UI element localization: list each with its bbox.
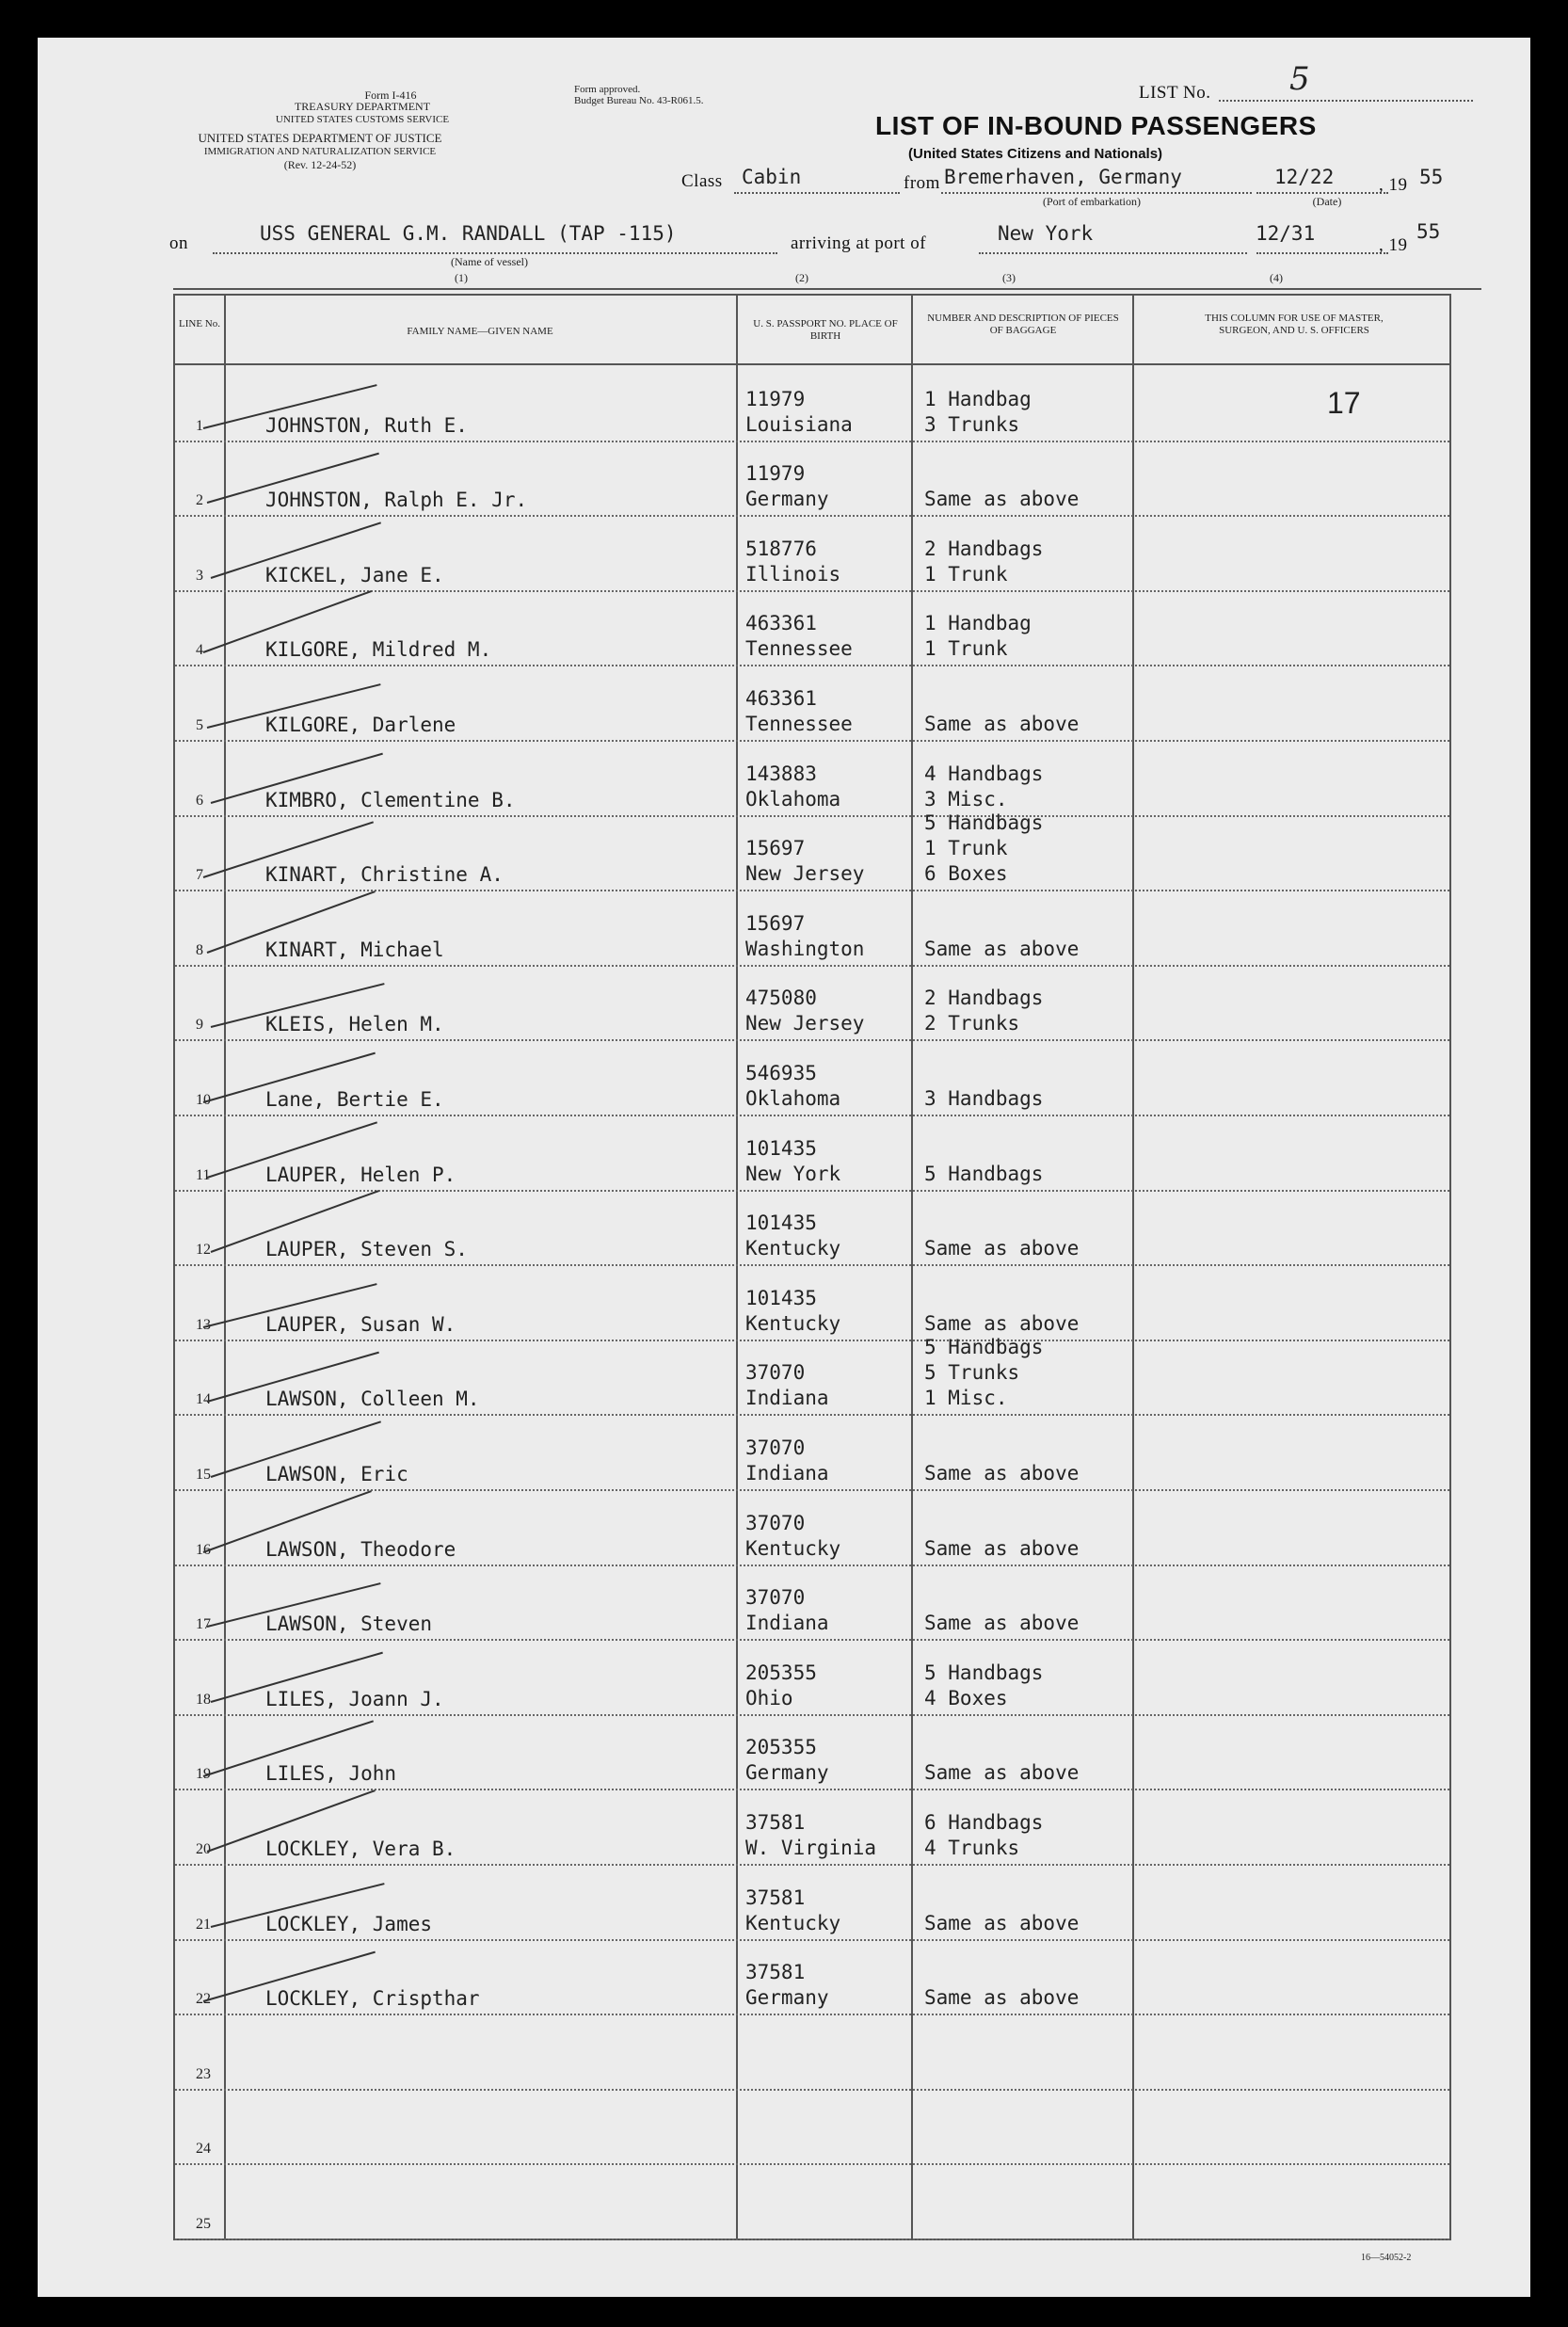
row-divider [175,1565,1449,1566]
passport-number: 37070 [745,1436,806,1459]
passport-number: 546935 [745,1062,817,1084]
baggage-line: 4 Handbags [924,762,1044,785]
passport-number: 37070 [745,1586,806,1610]
class-value: Cabin [742,166,802,188]
line-number: 5 [196,717,203,733]
arrival-year-prefix: , 19 [1379,235,1408,255]
on-label: on [169,233,188,253]
row-divider [175,890,1449,891]
caption-2: (2) [795,271,808,284]
passenger-name: KILGORE, Mildred M. [265,638,492,662]
passenger-name: LOCKLEY, James [265,1912,433,1935]
passport-number: 143883 [745,762,817,785]
line-number: 3 [196,567,203,584]
immigration-service: IMMIGRATION AND NATURALIZATION SERVICE [203,146,437,157]
baggage-line: 4 Boxes [924,1686,1008,1709]
passport-number: 37070 [745,1511,806,1534]
form-sheet [38,38,1530,2297]
passenger-name: KIMBRO, Clementine B. [265,788,516,811]
line-number: 13 [196,1316,211,1333]
passenger-name: LAUPER, Susan W. [265,1312,456,1336]
passport-number: 11979 [745,462,806,486]
customs-service: UNITED STATES CUSTOMS SERVICE [275,114,450,125]
passport-number: 37581 [745,1811,806,1834]
passenger-name: Lane, Bertie E. [265,1088,444,1111]
row-divider [175,1264,1449,1266]
baggage-line: 5 Handbags [924,1162,1044,1185]
passenger-name: LAUPER, Steven S. [265,1238,468,1261]
passport-number: 15697 [745,837,806,860]
passenger-name: LOCKLEY, Crispthar [265,1987,480,2011]
caption-1: (1) [455,271,468,284]
line-number: 8 [196,941,203,958]
line-number: 21 [196,1916,211,1933]
line-number: 25 [196,2216,211,2232]
baggage-line: Same as above [924,713,1080,735]
place-of-birth: Germany [745,1761,829,1785]
passport-number: 11979 [745,387,806,410]
place-of-birth: Oklahoma [745,1087,841,1110]
passport-number: 37581 [745,1886,806,1909]
line-number: 1 [196,417,203,434]
line-number: 22 [196,1991,211,2008]
baggage-line: 5 Trunks [924,1361,1020,1385]
budget-bureau: Budget Bureau No. 43-R061.5. [574,95,704,106]
passport-number: 15697 [745,911,806,935]
caption-3: (3) [1002,271,1016,284]
baggage-line: 2 Handbags [924,987,1044,1010]
row-divider [175,1039,1449,1041]
col-header-name: FAMILY NAME—GIVEN NAME [407,326,553,337]
port-of-embarkation: Bremerhaven, Germany [944,166,1182,188]
list-no-value: 5 [1289,60,1310,98]
passenger-name: JOHNSTON, Ralph E. Jr. [265,489,528,512]
place-of-birth: Indiana [745,1612,829,1635]
passport-number: 463361 [745,612,817,635]
baggage-line: 1 Trunk [924,562,1008,586]
passenger-name: LAWSON, Theodore [265,1537,456,1561]
baggage-line: 2 Trunks [924,1012,1020,1035]
line-number: 7 [196,867,203,884]
line-number: 6 [196,792,203,809]
line-number: 2 [196,492,203,509]
baggage-line: 6 Handbags [924,1811,1044,1834]
passport-number: 475080 [745,987,817,1010]
list-title: LIST OF IN-BOUND PASSENGERS [875,111,1317,140]
place-of-birth: Ohio [745,1686,793,1709]
class-label: Class [681,171,723,191]
place-of-birth: New Jersey [745,862,865,886]
place-of-birth: New Jersey [745,1012,865,1035]
baggage-line: Same as above [924,1911,1080,1934]
row-divider [175,1414,1449,1416]
col-header-line-no: LINE No. [179,318,220,329]
baggage-line: 5 Handbags [924,811,1044,835]
baggage-line: Same as above [924,1986,1080,2010]
row-divider [175,1115,1449,1116]
place-of-birth: Tennessee [745,713,853,735]
place-of-birth: Illinois [745,562,841,586]
row-divider [175,515,1449,517]
from-label: from [904,173,940,193]
passenger-name: LOCKLEY, Vera B. [265,1838,456,1860]
row-divider [175,965,1449,967]
arrival-year: 55 [1416,220,1441,243]
baggage-line: Same as above [924,1311,1080,1335]
row-divider [175,2163,1449,2165]
line-number: 9 [196,1017,203,1034]
baggage-line: Same as above [924,1612,1080,1635]
place-of-birth: New York [745,1162,841,1185]
departure-year: 55 [1419,166,1444,188]
row-divider [175,1864,1449,1866]
passport-number: 463361 [745,687,817,710]
row-divider [175,2014,1449,2015]
baggage-line: 3 Misc. [924,787,1008,810]
date-caption: (Date) [1312,195,1342,208]
line-number: 24 [196,2141,211,2158]
col-header-passport: U. S. PASSPORT NO. PLACE OF BIRTH [753,318,898,342]
baggage-line: 3 Handbags [924,1087,1044,1110]
baggage-line: 6 Boxes [924,862,1008,886]
row-divider [175,1939,1449,1941]
baggage-line: Same as above [924,937,1080,960]
row-divider [175,1340,1449,1341]
place-of-birth: Kentucky [745,1311,841,1335]
line-number: 15 [196,1467,211,1483]
form-approved: Form approved. [574,84,641,95]
passenger-name: KICKEL, Jane E. [265,563,444,586]
passenger-name: KINART, Michael [265,938,444,961]
line-number: 10 [196,1092,211,1108]
passport-number: 37070 [745,1361,806,1385]
baggage-line: 1 Handbag [924,612,1032,635]
passport-number: 205355 [745,1661,817,1684]
place-of-birth: Indiana [745,1387,829,1410]
line-number: 12 [196,1242,211,1259]
col-header-baggage: NUMBER AND DESCRIPTION OF PIECES OF BAGGAGE [927,313,1119,336]
passenger-name: JOHNSTON, Ruth E. [265,413,468,437]
baggage-line: 1 Misc. [924,1387,1008,1410]
place-of-birth: Germany [745,488,829,511]
row-divider [175,2239,1449,2240]
passenger-name: KILGORE, Darlene [265,714,456,736]
baggage-line: 1 Trunk [924,837,1008,860]
line-number: 23 [196,2065,211,2082]
passenger-name: LAWSON, Steven [265,1613,433,1636]
line-number: 17 [196,1616,211,1633]
arrival-date: 12/31 [1256,222,1316,245]
arriving-label: arriving at port of [791,233,927,253]
baggage-line: Same as above [924,1462,1080,1484]
baggage-line: Same as above [924,1536,1080,1560]
line-number: 11 [196,1166,211,1183]
passenger-name: LAUPER, Helen P. [265,1163,456,1186]
departure-year-prefix: , 19 [1379,175,1408,195]
place-of-birth: Kentucky [745,1911,841,1934]
vessel-name: USS GENERAL G.M. RANDALL (TAP -115) [260,222,677,245]
row-divider [175,1639,1449,1641]
port-embarkation-caption: (Port of embarkation) [1043,195,1141,208]
baggage-line: Same as above [924,488,1080,511]
line-number: 18 [196,1691,211,1708]
baggage-line: 5 Handbags [924,1336,1044,1359]
passport-number: 205355 [745,1736,817,1759]
vessel-caption: (Name of vessel) [451,255,528,268]
passenger-name: LILES, John [265,1762,397,1786]
revision: (Rev. 12-24-52) [283,158,357,171]
list-no-label: LIST No. [1139,83,1211,103]
baggage-line: 5 Handbags [924,1661,1044,1684]
line-number: 14 [196,1391,211,1408]
baggage-line: 4 Trunks [924,1837,1020,1859]
row-divider [175,2089,1449,2091]
place-of-birth: Indiana [745,1462,829,1484]
list-subtitle: (United States Citizens and Nationals) [908,146,1163,162]
passenger-name: KINART, Christine A. [265,863,504,887]
passenger-name: LILES, Joann J. [265,1687,444,1710]
form-number: Form I-416 [364,88,417,102]
baggage-line: 1 Trunk [924,637,1008,661]
line-number: 19 [196,1766,211,1783]
row-divider [175,815,1449,817]
baggage-line: 3 Trunks [924,412,1020,436]
place-of-birth: Tennessee [745,637,853,661]
passenger-name: LAWSON, Eric [265,1463,408,1485]
place-of-birth: Washington [745,937,865,960]
caption-4: (4) [1270,271,1283,284]
place-of-birth: Germany [745,1986,829,2010]
row-divider [175,1714,1449,1716]
col-header-officers: THIS COLUMN FOR USE OF MASTER, SURGEON, AND U. S. OFFICERS [1205,313,1384,336]
passport-number: 101435 [745,1212,817,1235]
officer-note: 17 [1327,386,1361,420]
treasury-department: TREASURY DEPARTMENT [294,100,431,113]
passenger-name: LAWSON, Colleen M. [265,1388,480,1411]
place-of-birth: W. Virginia [745,1837,877,1859]
passenger-name: KLEIS, Helen M. [265,1013,444,1036]
row-divider [175,665,1449,666]
baggage-line: 1 Handbag [924,387,1032,410]
baggage-line: Same as above [924,1761,1080,1785]
passport-number: 37581 [745,1961,806,1984]
place-of-birth: Louisiana [745,412,853,436]
row-divider [175,740,1449,742]
place-of-birth: Oklahoma [745,787,841,810]
row-divider [175,441,1449,442]
baggage-line: 2 Handbags [924,537,1044,560]
row-divider [175,1789,1449,1790]
passport-number: 518776 [745,537,817,560]
row-divider [175,1190,1449,1192]
passport-number: 101435 [745,1286,817,1309]
line-number: 16 [196,1541,211,1558]
justice-department: UNITED STATES DEPARTMENT OF JUSTICE [198,131,442,145]
footer-code: 16—54052-2 [1361,2253,1412,2263]
line-number: 20 [196,1841,211,1857]
place-of-birth: Kentucky [745,1536,841,1560]
baggage-line: Same as above [924,1237,1080,1260]
place-of-birth: Kentucky [745,1237,841,1260]
arrival-port: New York [998,222,1094,245]
line-number: 4 [196,642,203,659]
passport-number: 101435 [745,1136,817,1160]
departure-date: 12/22 [1274,166,1335,188]
